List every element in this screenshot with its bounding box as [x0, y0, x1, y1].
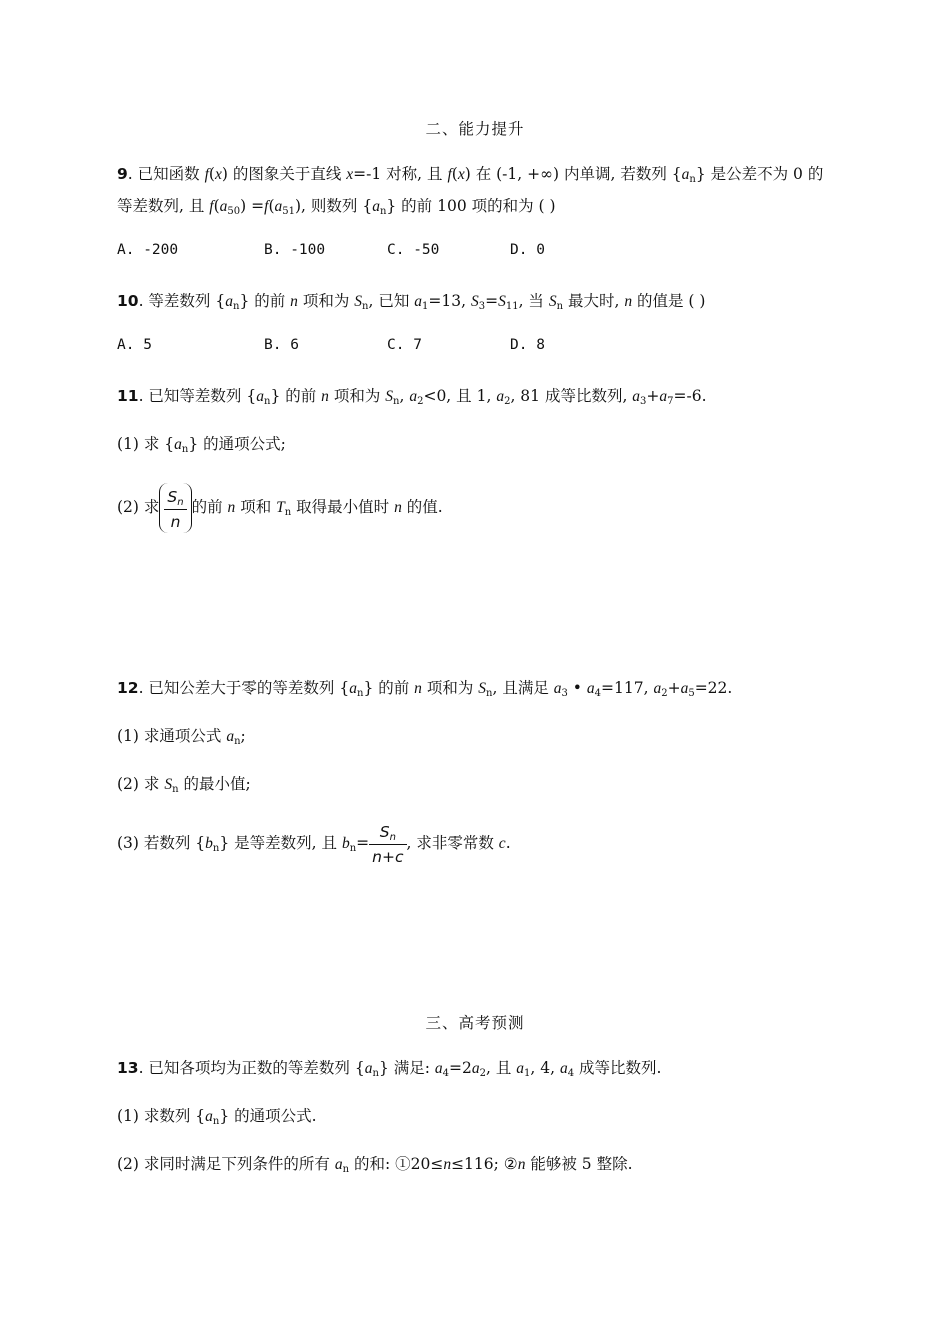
set-braces [159, 483, 191, 533]
option-c: C. 7 [387, 337, 422, 353]
question-10-line: 10. 等差数列 $\{a_n\}$ 的前 n 项和为 $S_n$, 已知 $a_1=13$, $S_3=S_{11}$, 当 $S_n$ 最大时, n 的值是 ( ) [117, 292, 706, 312]
question-12-part-2: (2) 求 $S_n$ 的最小值; [117, 775, 251, 795]
question-12-part-3: (3) 若数列 $\{b_n\}$ 是等差数列, 且 $b_n=$ $\frac{S_n}{n+c}$ , 求非零常数 c. [117, 822, 511, 866]
section-heading-exam-forecast: 三、高考预测 [425, 1014, 525, 1032]
question-12-part-1: (1) 求通项公式 $a_n$; [117, 727, 246, 747]
question-9-line-2: 等差数列, 且 $f(a_{50}) =f(a_{51})$, 则数列 $\{a_n\}$ 的前 100 项的和为 ( ) [117, 197, 556, 217]
option-d: D. 0 [510, 242, 545, 258]
fraction-sn-over-n-plus-c: $\frac{S_n}{n+c}$ [369, 822, 406, 867]
option-a: A. 5 [117, 337, 152, 353]
question-13-line: 13. 已知各项均为正数的等差数列 $\{a_n\}$ 满足: $a_4=2a_2$, 且 $a_1$, 4, $a_4$ 成等比数列. [117, 1059, 662, 1079]
question-11-number: 11 [117, 387, 139, 405]
question-9-line-1: 9. 已知函数 f(x) 的图象关于直线 x=-1 对称, 且 f(x) 在 (-1, +∞) 内单调, 若数列 $\{a_n\}$ 是公差不为 0 的 [117, 165, 824, 185]
question-12-line: 12. 已知公差大于零的等差数列 $\{a_n\}$ 的前 n 项和为 $S_n$, 且满足 $a_3$ • $a_4=117$, $a_2+a_5=22$. [117, 679, 733, 699]
question-13-part-1: (1) 求数列 $\{a_n\}$ 的通项公式. [117, 1107, 317, 1127]
question-10-number: 10 [117, 292, 139, 310]
question-13-number: 13 [117, 1059, 139, 1077]
question-10-options [117, 337, 817, 359]
section-heading-ability: 二、能力提升 [425, 120, 525, 138]
fraction-sn-over-n: $\frac{S_n}{n}$ [164, 487, 186, 532]
question-12-number: 12 [117, 679, 139, 697]
question-11-line: 11. 已知等差数列 $\{a_n\}$ 的前 n 项和为 $S_n$, $a_2<0$, 且 1, $a_2$, 81 成等比数列, $a_3+a_7=-6$. [117, 387, 707, 407]
option-b: B. -100 [264, 242, 326, 258]
question-13-part-2: (2) 求同时满足下列条件的所有 $a_n$ 的和: ①20≤n≤116; ②n 能够被 5 整除. [117, 1155, 633, 1175]
question-9-options [117, 242, 817, 264]
question-11-part-2: (2) 求 $\frac{S_n}{n}$ 的前 n 项和 $T_n$ 取得最小值时 n 的值. [117, 482, 443, 533]
option-d: D. 8 [510, 337, 545, 353]
question-11-part-1: (1) 求 $\{a_n\}$ 的通项公式; [117, 435, 286, 455]
option-b: B. 6 [264, 337, 299, 353]
option-c: C. -50 [387, 242, 440, 258]
option-a: A. -200 [117, 242, 179, 258]
question-9-number: 9 [117, 165, 128, 183]
